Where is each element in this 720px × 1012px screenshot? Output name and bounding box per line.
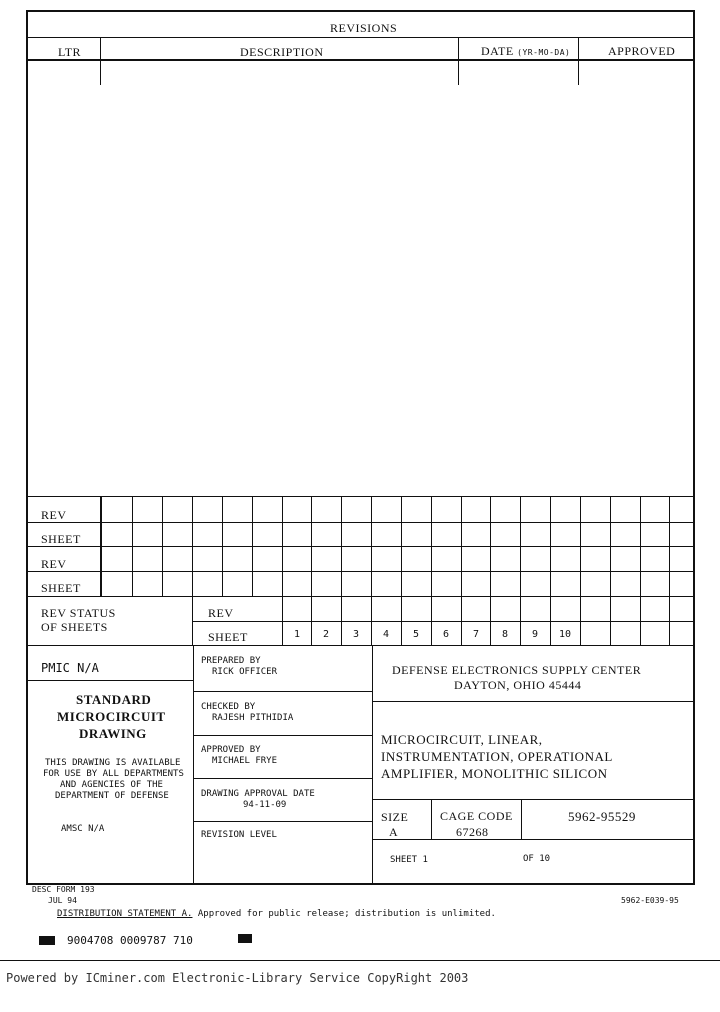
revision-level-label: REVISION LEVEL [201, 830, 277, 840]
distribution-statement [57, 910, 496, 919]
standard-line-2: MICROCIRCUIT [57, 709, 166, 724]
rev-grid-column-line [401, 496, 402, 596]
sheet-number: 4 [382, 629, 390, 640]
size-divider [431, 799, 432, 839]
rev-grid-column-line [192, 496, 193, 596]
sheet-number: 2 [322, 629, 330, 640]
prepared-label: PREPARED BY [201, 656, 261, 666]
title-rule [372, 799, 695, 800]
rev-grid-column-line [520, 496, 521, 596]
sheet-number: 6 [442, 629, 450, 640]
sheet-grid-column-line [669, 596, 670, 645]
powered-by: Powered by ICminer.com Electronic-Library Service CopyRight 2003 [6, 971, 469, 985]
rev-label-2: REV [41, 557, 67, 571]
pmic-rule [26, 680, 193, 681]
agency-rule [372, 701, 695, 702]
rev-grid-column-line [132, 496, 133, 596]
availability-line-4: DEPARTMENT OF DEFENSE [55, 791, 169, 801]
sheet-number: 10 [558, 629, 572, 640]
date-rule [193, 821, 372, 822]
rev-status-divider [192, 596, 193, 645]
rev-grid-column-line [101, 496, 102, 596]
rev-grid-column-line [341, 496, 342, 596]
revisions-divider [26, 37, 695, 38]
barcode-block-left [39, 936, 55, 945]
sheet-grid-column-line [640, 596, 641, 645]
cage-label: CAGE CODE [440, 809, 513, 823]
of-label: OF 10 [523, 854, 551, 864]
sheet-label-1: SHEET [41, 532, 81, 546]
rev-grid-column-line [610, 496, 611, 596]
left-block-divider [193, 645, 194, 885]
col-approved-header: APPROVED [608, 44, 676, 58]
form-line-2: JUL 94 [48, 896, 77, 905]
barcode-text: 9004708 0009787 710 [67, 934, 193, 947]
drawing-number: 5962-95529 [568, 809, 636, 824]
rev-status-line-1: REV STATUS [41, 606, 116, 620]
checked-label: CHECKED BY [201, 702, 256, 712]
approval-date: 94-11-09 [243, 800, 287, 810]
sheet-number: 5 [412, 629, 420, 640]
sheet-label: SHEET 1 [390, 855, 428, 865]
rev-grid-column-line [580, 496, 581, 596]
cage-divider [521, 799, 522, 839]
distribution-label: DISTRIBUTION STATEMENT A. [57, 909, 193, 919]
prepared-rule [193, 691, 372, 692]
rev-grid-line-4 [26, 596, 695, 597]
checked-name: RAJESH PITHIDIA [212, 713, 294, 723]
prepared-name: RICK OFFICER [212, 667, 278, 677]
rev-grid-line-1 [26, 522, 695, 523]
distribution-text: Approved for public release; distribution is unlimited. [197, 909, 496, 919]
col-date-format: (YR-MO-DA) [517, 48, 571, 57]
col-date-label: DATE [481, 44, 514, 58]
rev-status-line-2: OF SHEETS [41, 620, 108, 634]
standard-line-1: STANDARD [76, 692, 152, 707]
col-ltr-header: LTR [58, 45, 82, 59]
rev-grid-bottom [26, 645, 695, 646]
rev-grid-column-line [431, 496, 432, 596]
rev-grid-column-line [461, 496, 462, 596]
rev-grid-line-5 [192, 621, 695, 622]
rev-grid-column-line [311, 496, 312, 596]
revisions-header-rule [26, 59, 695, 61]
col-description-header: DESCRIPTION [240, 45, 324, 59]
rev-grid-top [26, 496, 695, 497]
col-divider-3 [578, 37, 579, 85]
availability-line-1: THIS DRAWING IS AVAILABLE [45, 758, 181, 768]
size-rule [372, 839, 695, 840]
rev-label-1: REV [41, 508, 67, 522]
col-date-header [481, 45, 570, 57]
sheet-label-3: SHEET [208, 630, 248, 644]
mid-block-divider [372, 645, 373, 885]
form-line-1: DESC FORM 193 [32, 885, 95, 894]
pmic: PMIC N/A [41, 661, 99, 675]
agency-line-1: DEFENSE ELECTRONICS SUPPLY CENTER [392, 663, 642, 677]
title-line-2: INSTRUMENTATION, OPERATIONAL [381, 749, 613, 764]
rev-grid-column-line [640, 496, 641, 596]
size-label: SIZE [381, 810, 409, 824]
barcode-block-right [238, 934, 252, 943]
rev-grid-column-line [222, 496, 223, 596]
sheet-number: 3 [352, 629, 360, 640]
rev-grid-column-line [282, 496, 283, 596]
col-divider-1 [100, 37, 101, 85]
sheet-grid-column-line [580, 596, 581, 645]
standard-line-3: DRAWING [79, 726, 147, 741]
sheet-number: 7 [472, 629, 480, 640]
rev-grid-column-line [490, 496, 491, 596]
sheet-number: 8 [501, 629, 509, 640]
sheet-number: 1 [293, 629, 301, 640]
title-line-1: MICROCIRCUIT, LINEAR, [381, 732, 543, 747]
sheet-label-2: SHEET [41, 581, 81, 595]
agency-line-2: DAYTON, OHIO 45444 [454, 678, 582, 692]
approved-label: APPROVED BY [201, 745, 261, 755]
sheet-grid-column-line [610, 596, 611, 645]
checked-rule [193, 735, 372, 736]
rev-grid-column-line [550, 496, 551, 596]
col-divider-2 [458, 37, 459, 85]
cage-value: 67268 [456, 825, 489, 839]
approved-name: MICHAEL FRYE [212, 756, 278, 766]
title-line-3: AMPLIFIER, MONOLITHIC SILICON [381, 766, 608, 781]
rev-grid-line-3 [26, 571, 695, 572]
rev-grid-line-2 [26, 546, 695, 547]
rev-grid-column-line [252, 496, 253, 596]
footer-rule [0, 960, 720, 961]
size-value: A [389, 825, 399, 839]
rev-grid-column-line [371, 496, 372, 596]
form-code: 5962-E039-95 [621, 896, 679, 905]
rev-label-3: REV [208, 606, 234, 620]
amsc: AMSC N/A [61, 824, 105, 834]
rev-grid-column-line [162, 496, 163, 596]
availability-line-3: AND AGENCIES OF THE [60, 780, 163, 790]
rev-grid-column-line [669, 496, 670, 596]
availability-line-2: FOR USE BY ALL DEPARTMENTS [43, 769, 184, 779]
approval-date-label: DRAWING APPROVAL DATE [201, 789, 315, 799]
sheet-number: 9 [531, 629, 539, 640]
revisions-title: REVISIONS [330, 21, 398, 35]
approved-rule [193, 778, 372, 779]
